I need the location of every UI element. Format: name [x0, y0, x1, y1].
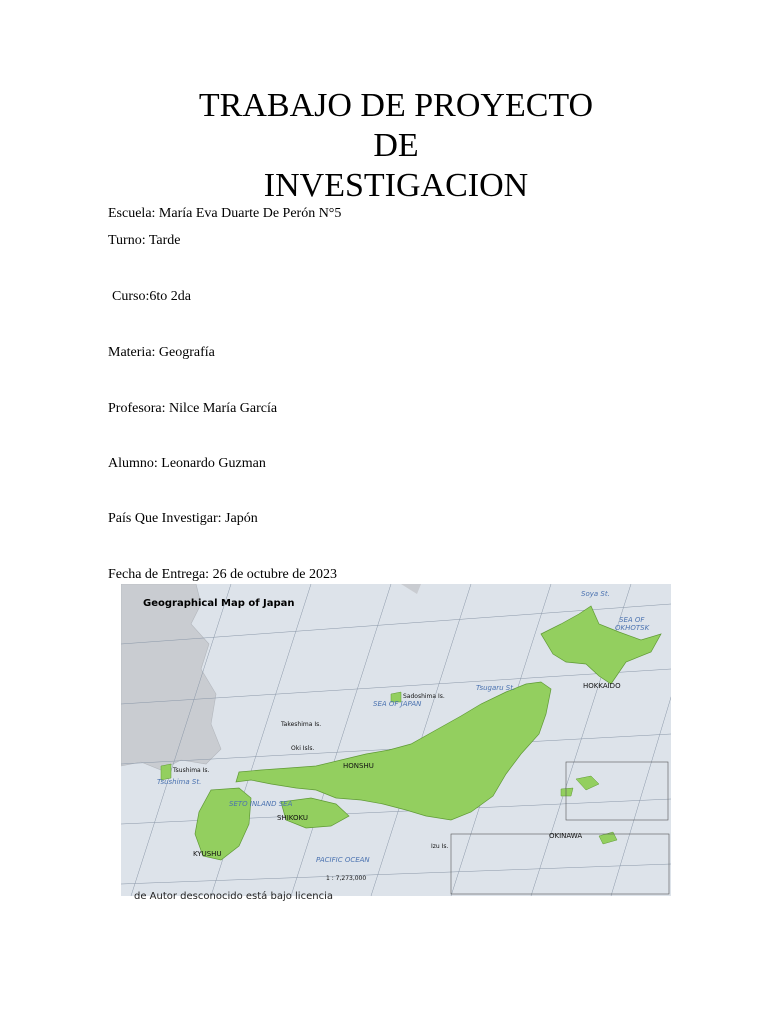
field-fecha: Fecha de Entrega: 26 de octubre de 2023: [108, 567, 337, 582]
label-tsugaru-st: Tsugaru St.: [476, 684, 516, 692]
label-izu-is: Izu Is.: [431, 843, 449, 850]
label-seto-inland-sea: SETO INLAND SEA: [229, 800, 293, 808]
field-escuela: Escuela: María Eva Duarte De Perón N°5: [108, 206, 342, 221]
document-title: [0, 86, 768, 206]
label-sea-of-okhotsk-2: OKHOTSK: [615, 624, 650, 632]
field-curso: Curso:6to 2da: [112, 289, 191, 304]
field-materia: Materia: Geografía: [108, 345, 215, 360]
field-profesora: Profesora: Nilce María García: [108, 401, 278, 416]
field-turno: Turno: Tarde: [108, 233, 181, 248]
label-hokkaido: HOKKAIDO: [583, 682, 621, 690]
japan-map-image: [121, 584, 671, 896]
field-alumno: Alumno: Leonardo Guzman: [108, 456, 266, 471]
label-sea-of-okhotsk-1: SEA OF: [619, 616, 645, 624]
label-okinawa: OKINAWA: [549, 832, 583, 840]
map-title: Geographical Map of Japan: [143, 598, 295, 609]
label-sea-of-japan: SEA OF JAPAN: [373, 700, 422, 708]
label-pacific-ocean: PACIFIC OCEAN: [316, 856, 370, 864]
image-credit: de Autor desconocido está bajo licencia: [134, 891, 333, 902]
field-pais: País Que Investigar: Japón: [108, 511, 258, 526]
label-scale: 1 : 7,273,000: [326, 875, 367, 882]
label-soya-st: Soya St.: [581, 590, 610, 598]
label-shikoku: SHIKOKU: [277, 814, 309, 822]
label-tsushima-is: Tsushima Is.: [173, 767, 210, 774]
title-line-1: TRABAJO DE PROYECTO: [198, 87, 594, 124]
label-kyushu: KYUSHU: [193, 850, 222, 858]
title-line-3: INVESTIGACION: [263, 167, 529, 204]
label-honshu: HONSHU: [343, 762, 374, 770]
title-line-2: DE: [373, 127, 419, 164]
japan-map-svg: [121, 584, 671, 896]
label-takeshima: Takeshima Is.: [281, 721, 322, 728]
label-sadoshima: Sadoshima Is.: [403, 693, 445, 700]
label-oki-isls: Oki Isls.: [291, 745, 315, 752]
small-island: [561, 788, 573, 796]
label-tsushima-st: Tsushima St.: [157, 778, 202, 786]
